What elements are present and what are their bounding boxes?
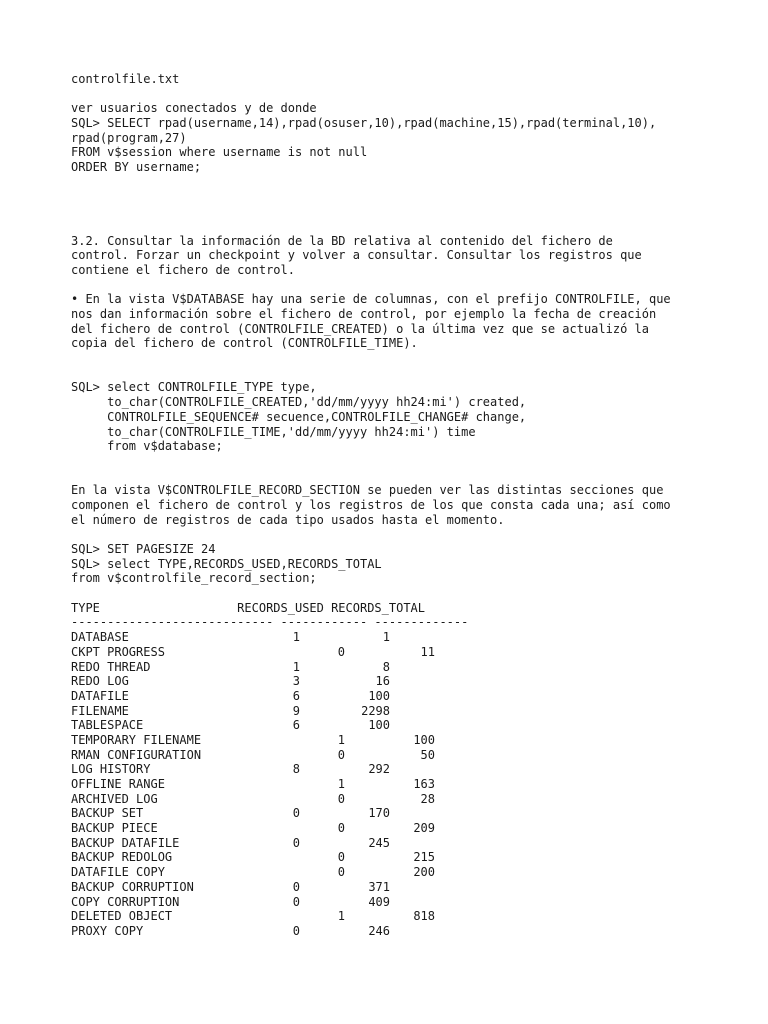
- code-line: ORDER BY username;: [71, 160, 202, 175]
- type-cell: ARCHIVED LOG: [71, 791, 158, 806]
- records-total-cell: 100: [368, 688, 390, 703]
- records-total-cell: 371: [368, 879, 390, 894]
- table-separator: ---------------------------- ------------ -------------: [71, 615, 469, 630]
- records-used-cell: 6: [292, 688, 300, 703]
- type-cell: DATAFILE: [71, 688, 129, 703]
- records-total-cell: 50: [420, 747, 435, 762]
- table-row: [71, 674, 731, 689]
- code-line: SQL> select TYPE,RECORDS_USED,RECORDS_TOTAL: [71, 556, 382, 571]
- type-cell: TEMPORARY FILENAME: [71, 732, 202, 747]
- code-line: to_char(CONTROLFILE_TIME,'dd/mm/yyyy hh24:mi') time: [71, 424, 476, 439]
- blank-line: [71, 454, 731, 469]
- records-total-cell: 28: [420, 791, 435, 806]
- records-used-cell: 0: [292, 806, 300, 821]
- records-total-cell: 200: [413, 865, 435, 880]
- code-line: to_char(CONTROLFILE_CREATED,'dd/mm/yyyy hh24:mi') created,: [71, 395, 527, 410]
- text-line: nos dan información sobre el fichero de control, por ejemplo la fecha de creación: [71, 307, 657, 321]
- type-cell: REDO THREAD: [71, 659, 151, 674]
- text-line: contiene el fichero de control.: [71, 262, 295, 277]
- blank-line: [71, 366, 731, 381]
- records-used-cell: 1: [292, 630, 300, 645]
- records-used-cell: 6: [292, 718, 300, 733]
- table-row: [71, 880, 731, 895]
- records-used-cell: 1: [292, 659, 300, 674]
- code-line: rpad(program,27): [71, 130, 187, 145]
- results-table: [71, 601, 731, 939]
- document-title: controlfile.txt: [71, 72, 180, 86]
- records-used-cell: 0: [337, 747, 345, 762]
- record-section-paragraph: [71, 483, 731, 527]
- table-row: [71, 645, 731, 660]
- records-used-cell: 0: [292, 894, 300, 909]
- document-page: [71, 72, 731, 939]
- blank-line: [71, 219, 731, 234]
- records-used-cell: 0: [337, 644, 345, 659]
- type-cell: RMAN CONFIGURATION: [71, 747, 202, 762]
- blank-line: [71, 527, 731, 542]
- vdatabase-query-block: [71, 380, 731, 453]
- table-row: [71, 733, 731, 748]
- code-line: SQL> select CONTROLFILE_TYPE type,: [71, 380, 317, 395]
- type-cell: TABLESPACE: [71, 718, 144, 733]
- type-cell: BACKUP DATAFILE: [71, 835, 180, 850]
- table-row: [71, 865, 731, 880]
- table-row: [71, 895, 731, 910]
- records-total-cell: 8: [382, 659, 390, 674]
- text-line: • En la vista V$DATABASE hay una serie de columnas, con el prefijo CONTROLFILE, que: [71, 292, 671, 307]
- type-cell: REDO LOG: [71, 674, 129, 689]
- blank-line: [71, 278, 731, 293]
- records-total-cell: 100: [413, 732, 435, 747]
- record-section-query-block: [71, 542, 731, 586]
- records-total-cell: 16: [375, 674, 390, 689]
- records-used-cell: 0: [337, 791, 345, 806]
- code-line: from v$database;: [71, 439, 223, 454]
- text-line: componen el fichero de control y los registros de los que consta cada una; así como: [71, 497, 671, 512]
- records-used-cell: 0: [292, 879, 300, 894]
- text-line: del fichero de control (CONTROLFILE_CREATED) o la última vez que se actualizó la: [71, 321, 649, 336]
- records-total-cell: 11: [420, 644, 435, 659]
- table-row: [71, 762, 731, 777]
- code-line: from v$controlfile_record_section;: [71, 571, 317, 586]
- table-row: [71, 689, 731, 704]
- type-cell: BACKUP CORRUPTION: [71, 879, 194, 894]
- text-line: copia del fichero de control (CONTROLFILE_TIME).: [71, 336, 418, 351]
- records-used-cell: 0: [337, 865, 345, 880]
- table-row: [71, 792, 731, 807]
- records-used-cell: 0: [292, 923, 300, 938]
- type-cell: PROXY COPY: [71, 923, 144, 938]
- table-row: [71, 836, 731, 851]
- records-used-cell: 1: [337, 777, 345, 791]
- records-total-cell: 246: [368, 923, 390, 938]
- records-total-cell: 163: [413, 777, 435, 791]
- records-total-cell: 409: [368, 894, 390, 909]
- blank-line: [71, 204, 731, 219]
- code-line: CONTROLFILE_SEQUENCE# secuence,CONTROLFILE_CHANGE# change,: [71, 409, 527, 424]
- records-used-cell: 3: [292, 674, 300, 689]
- records-used-cell: 8: [292, 762, 300, 777]
- text-line: 3.2. Consultar la información de la BD relativa al contenido del fichero de: [71, 233, 613, 248]
- text-line: control. Forzar un checkpoint y volver a consultar. Consultar los registros que: [71, 248, 642, 263]
- blank-line: [71, 87, 731, 102]
- table-row: [71, 718, 731, 733]
- type-cell: FILENAME: [71, 703, 129, 718]
- vdatabase-paragraph: [71, 292, 731, 351]
- records-used-cell: 0: [292, 835, 300, 850]
- records-total-cell: 1: [382, 630, 390, 645]
- table-row: [71, 850, 731, 865]
- records-used-cell: 0: [337, 821, 345, 836]
- type-cell: COPY CORRUPTION: [71, 894, 180, 909]
- blank-line: [71, 469, 731, 484]
- records-total-cell: 170: [368, 806, 390, 821]
- table-row: [71, 748, 731, 763]
- table-header: TYPE RECORDS_USED RECORDS_TOTAL: [71, 600, 426, 615]
- code-line: FROM v$session where username is not null: [71, 145, 368, 160]
- table-row: [71, 924, 731, 939]
- blank-line: [71, 175, 731, 190]
- text-line: ver usuarios conectados y de donde: [71, 101, 317, 116]
- code-line: SQL> SET PAGESIZE 24: [71, 542, 216, 556]
- table-body: [71, 630, 731, 938]
- table-row: [71, 821, 731, 836]
- session-query-block: [71, 101, 731, 174]
- records-total-cell: 818: [413, 909, 435, 924]
- records-total-cell: 292: [368, 762, 390, 777]
- blank-line: [71, 190, 731, 205]
- type-cell: LOG HISTORY: [71, 762, 151, 777]
- type-cell: DELETED OBJECT: [71, 909, 173, 924]
- type-cell: DATAFILE COPY: [71, 865, 165, 880]
- table-row: [71, 777, 731, 792]
- records-used-cell: 1: [337, 909, 345, 924]
- table-row: [71, 806, 731, 821]
- table-row: [71, 909, 731, 924]
- table-row: [71, 704, 731, 719]
- text-line: En la vista V$CONTROLFILE_RECORD_SECTION se pueden ver las distintas secciones que: [71, 483, 664, 498]
- table-row: [71, 630, 731, 645]
- records-used-cell: 1: [337, 732, 345, 747]
- table-row: [71, 660, 731, 675]
- text-line: el número de registros de cada tipo usados hasta el momento.: [71, 512, 505, 527]
- records-total-cell: 2298: [361, 703, 390, 718]
- type-cell: BACKUP REDOLOG: [71, 850, 173, 865]
- type-cell: OFFLINE RANGE: [71, 777, 165, 791]
- blank-line: [71, 586, 731, 601]
- type-cell: CKPT PROGRESS: [71, 644, 165, 659]
- records-used-cell: 9: [292, 703, 300, 718]
- records-total-cell: 209: [413, 821, 435, 836]
- type-cell: DATABASE: [71, 630, 129, 645]
- type-cell: BACKUP PIECE: [71, 821, 158, 836]
- section-heading-block: [71, 234, 731, 278]
- records-total-cell: 215: [413, 850, 435, 865]
- records-total-cell: 245: [368, 835, 390, 850]
- records-total-cell: 100: [368, 718, 390, 733]
- blank-line: [71, 351, 731, 366]
- type-cell: BACKUP SET: [71, 806, 144, 821]
- records-used-cell: 0: [337, 850, 345, 865]
- code-line: SQL> SELECT rpad(username,14),rpad(osuser,10),rpad(machine,15),rpad(terminal,10),: [71, 116, 657, 131]
